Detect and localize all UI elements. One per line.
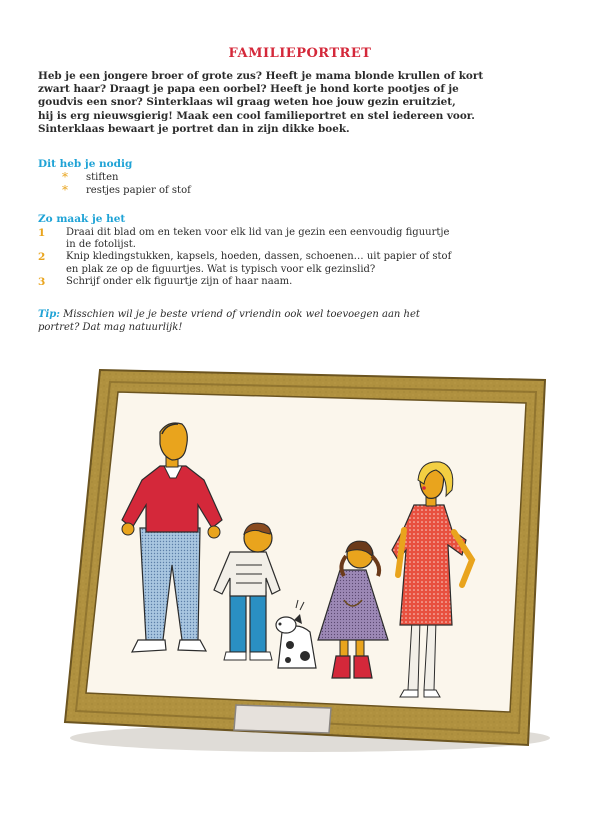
star-bullet-icon: * (62, 182, 68, 197)
step-line: Knip kledingstukken, kapsels, hoeden, dassen, schoenen… uit papier of stof (66, 251, 452, 263)
step-line: en plak ze op de figuurtjes. Wat is typisch voor elk gezinslid? (66, 263, 376, 275)
star-bullet-icon: * (62, 170, 68, 184)
step-line: in de fotolijst. (66, 239, 136, 251)
needs-item-label: restjes papier of stof (86, 184, 191, 196)
tip-label: Tip: (38, 309, 60, 320)
page-title: FAMILIEPORTRET (228, 46, 372, 61)
intro-line: Heb je een jongere broer of grote zus? Heeft je mama blonde krullen of kort (38, 70, 484, 82)
tip-line: portret? Dat mag natuurlijk! (38, 321, 183, 333)
needs-heading: Dit heb je nodig (38, 158, 133, 170)
frame-nameplate (234, 705, 331, 733)
step-number: 3 (38, 275, 46, 288)
step-line: Draai dit blad om en teken voor elk lid van je gezin een eenvoudig figuurtje (66, 227, 450, 238)
intro-line: goudvis een snor? Sinterklaas wil graag weten hoe jouw gezin eruitziet, (38, 96, 456, 109)
intro-line: zwart haar? Draagt je papa een oorbel? Heeft je hond korte pootjes of je (38, 83, 459, 96)
step-number: 2 (38, 251, 46, 264)
step-number: 1 (38, 227, 46, 239)
intro-line: hij is erg nieuwsgierig! Maak een cool familieportret en stel iedereen voor. (38, 109, 475, 122)
intro-line: Sinterklaas bewaart je portret dan in zijn dikke boek. (38, 122, 350, 135)
step-line: Schrijf onder elk figuurtje zijn of haar naam. (66, 275, 293, 287)
howto-heading: Zo maak je het (38, 213, 126, 225)
tip-line: Misschien wil je je beste vriend of vriendin ook wel toevoegen aan het (59, 309, 420, 320)
needs-item-label: stiften (86, 172, 119, 183)
